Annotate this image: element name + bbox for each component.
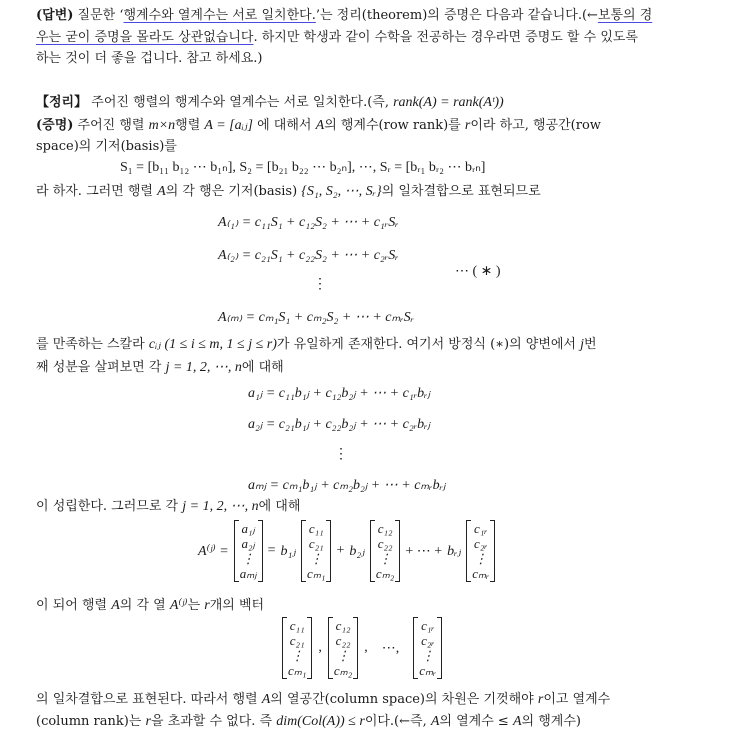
component-equation-1: a₁ⱼ = c₁₁b₁ⱼ + c₁₂b₂ⱼ + ⋯ + c₁ᵣbᵣⱼ (248, 386, 431, 401)
proof-text: 이라 하고, 행공간(row (470, 118, 601, 133)
coefficient: b₂ⱼ (349, 543, 365, 559)
matrix-entry: aₘⱼ (239, 566, 257, 581)
math-A: A (430, 714, 440, 729)
proof-line-2: space)의 기저(basis)를 (36, 139, 177, 154)
vertical-dots: ⋮ (313, 277, 327, 292)
math-r: r (537, 692, 544, 707)
quoted-theorem-link[interactable]: 행계수와 열계수는 서로 일치한다. (123, 8, 316, 23)
matrix-entry: c₂₁ (308, 536, 324, 551)
proof-text: 개의 벡터 (209, 598, 265, 613)
vector-entry: cₘ₁ (288, 663, 307, 678)
proof-line-4 (36, 337, 597, 353)
matrix-c-column-2 (370, 520, 400, 582)
proof-line-8 (36, 692, 610, 708)
answer-line-1 (36, 8, 652, 24)
proof-text: 의 일차결합으로 표현되므로 (381, 184, 541, 199)
proof-text: 의 행계수(row rank)를 (324, 118, 465, 133)
vector-r (413, 617, 442, 679)
vector-entry: ⋮ (421, 648, 435, 663)
proof-line-3 (36, 184, 541, 200)
proof-text: 이고 열계수 (543, 692, 611, 707)
math-A: A (512, 714, 522, 729)
comma: , (318, 640, 322, 655)
math-Aj: A⁽ʲ⁾ (169, 598, 188, 613)
matrix-entry: ⋮ (241, 551, 255, 566)
column-equation (198, 520, 495, 582)
math-r: r (145, 714, 151, 729)
proof-line-9 (36, 714, 581, 730)
proof-text: 의 각 행은 기저(basis) (165, 184, 302, 199)
proof-text: 번 (584, 337, 597, 352)
matrix-entry: c₂₂ (377, 536, 393, 551)
row-equation-1: A₍₁₎ = c₁₁S₁ + c₁₂S₂ + ⋯ + c₁ᵣSᵣ (218, 215, 399, 230)
matrix-entry: c₂ᵣ (474, 536, 488, 551)
coefficient: bᵣⱼ (447, 543, 462, 559)
theorem-statement (36, 95, 504, 111)
matrix-a-column (234, 520, 263, 582)
vector-entry: c₁ᵣ (421, 618, 435, 633)
vector-entry: ⋮ (290, 648, 304, 663)
math-range: (1 ≤ i ≤ m, 1 ≤ j ≤ r) (161, 337, 277, 352)
note-link[interactable]: 보통의 경 (597, 8, 653, 23)
vector-entry: c₂₂ (335, 633, 351, 648)
math-A: A (157, 184, 166, 199)
vector-entry: c₂ᵣ (421, 633, 435, 648)
math-j-range: j = 1, 2, ⋯, n (182, 499, 259, 514)
answer-label: (답변) (36, 8, 74, 23)
equals-sign: = (267, 543, 276, 558)
proof-text: 의 행계수) (521, 714, 581, 729)
math-Aj: A⁽ʲ⁾ = (198, 543, 229, 559)
proof-text: 의 일차결합으로 표현된다. 따라서 행렬 (36, 692, 262, 707)
proof-line-1 (36, 118, 601, 134)
proof-text: 는 (187, 598, 205, 613)
proof-text: 의 열계수 ≤ (439, 714, 513, 729)
proof-line-5 (36, 360, 284, 376)
matrix-entry: c₁₂ (377, 521, 393, 536)
matrix-entry: a₁ⱼ (241, 521, 255, 536)
plus-sign: + (336, 543, 345, 558)
answer-line-2 (36, 30, 638, 46)
math-A: A (315, 118, 325, 133)
proof-text: 에 대해 (258, 499, 301, 514)
math-A: A (111, 598, 120, 613)
matrix-entry: ⋮ (309, 551, 323, 566)
math-j: j (580, 337, 585, 352)
component-equation-2: a₂ⱼ = c₂₁b₁ⱼ + c₂₂b₂ⱼ + ⋯ + c₂ᵣbᵣⱼ (248, 417, 431, 432)
proof-text: 의 각 열 (119, 598, 170, 613)
matrix-entry: cₘ₁ (307, 566, 326, 581)
proof-text: 에 대해 (241, 360, 284, 375)
vector-entry: c₁₁ (289, 618, 305, 633)
proof-text: 을 초과할 수 없다. 즉 (150, 714, 277, 729)
proof-text: 이 되어 행렬 (36, 598, 112, 613)
proof-text: 를 만족하는 스칼라 (36, 337, 149, 352)
basis-equation: S₁ = [b₁₁ b₁₂ ⋯ b₁ₙ], S₂ = [b₂₁ b₂₂ ⋯ b₂ₙ], ⋯, Sᵣ = [bᵣ₁ bᵣ₂ ⋯ bᵣₙ] (120, 160, 486, 175)
matrix-c-column-r (466, 520, 495, 582)
proof-text: 째 성분을 살펴보면 각 (36, 360, 166, 375)
proof-text: 주어진 행렬 (73, 118, 149, 133)
proof-text: 에 대해서 (252, 118, 316, 133)
row-equation-2: A₍₂₎ = c₂₁S₁ + c₂₂S₂ + ⋯ + c₂ᵣSᵣ (218, 248, 399, 263)
component-equation-m: aₘⱼ = cₘ₁b₁ⱼ + cₘ₂b₂ⱼ + ⋯ + cₘᵣbᵣⱼ (248, 478, 446, 493)
answer-text: 질문한 ‘ (73, 8, 124, 23)
vector-2 (328, 617, 358, 679)
answer-line-3: 하는 것이 더 좋을 겁니다. 참고 하세요.) (36, 51, 263, 66)
matrix-entry: c₁₁ (308, 521, 324, 536)
math-mn: m×n (148, 118, 176, 133)
vector-1 (282, 617, 312, 679)
proof-text: 의 열공간(column space)의 차원은 기껏해야 (270, 692, 538, 707)
math-matrix-A: A = [aᵢⱼ] (204, 118, 253, 133)
math-j-range: j = 1, 2, ⋯, n (165, 360, 242, 375)
matrix-entry: cₘ₂ (375, 566, 395, 581)
plus-dots: + ⋯ + (405, 543, 443, 559)
answer-text: . 하지만 학생과 같이 수학을 전공하는 경우라면 증명도 할 수 있도록 (253, 30, 638, 45)
theorem-text: 주어진 행렬의 행계수와 열계수는 서로 일치한다.(즉, (87, 95, 394, 110)
answer-text: ’는 정리(theorem)의 증명은 다음과 같습니다.(← (315, 8, 598, 23)
matrix-entry: a₂ⱼ (241, 536, 255, 551)
theorem-label: 【정리】 (36, 95, 88, 110)
math-dim-col: dim(Col(A)) ≤ r (276, 714, 365, 729)
vector-entry: c₂₁ (289, 633, 305, 648)
coefficient: b₁ⱼ (280, 543, 297, 559)
vector-entry: c₁₂ (335, 618, 351, 633)
math-A: A (261, 692, 271, 707)
ellipsis: ⋯, (381, 640, 400, 656)
matrix-entry: ⋮ (474, 551, 488, 566)
comma: , (364, 640, 368, 655)
note-link-continued[interactable]: 우는 굳이 증명을 몰라도 상관없습니다 (36, 30, 254, 45)
vector-list (282, 617, 442, 679)
matrix-c-column-1 (301, 520, 331, 582)
matrix-entry: cₘᵣ (472, 566, 490, 581)
rank-formula: rank(A) = rank(Aᵗ)) (393, 95, 504, 110)
proof-line-6 (36, 499, 300, 515)
proof-text: 이다.(←즉, (364, 714, 431, 729)
math-r: r (464, 118, 471, 133)
row-equation-m: A₍ₘ₎ = cₘ₁S₁ + cₘ₂S₂ + ⋯ + cₘᵣSᵣ (218, 310, 415, 325)
proof-text: (column rank)는 (36, 714, 146, 729)
matrix-entry: ⋮ (378, 551, 392, 566)
proof-text: 이 성립한다. 그러므로 각 (36, 499, 183, 514)
vector-entry: cₘᵣ (419, 663, 437, 678)
proof-line-7 (36, 598, 264, 614)
proof-text: 가 유일하게 존재한다. 여기서 방정식 (∗)의 양변에서 (276, 337, 581, 352)
proof-text: 라 하자. 그러면 행렬 (36, 184, 158, 199)
matrix-entry: c₁ᵣ (474, 521, 488, 536)
math-cij: cᵢⱼ (148, 337, 162, 352)
vector-entry: ⋮ (336, 648, 350, 663)
vector-entry: cₘ₂ (333, 663, 353, 678)
proof-text: 행렬 (175, 118, 205, 133)
star-label: ⋯ ( ∗ ) (455, 264, 501, 279)
math-basis-set: {S₁, S₂, ⋯, Sᵣ} (301, 184, 382, 199)
math-r: r (204, 598, 210, 613)
vertical-dots: ⋮ (334, 447, 348, 462)
proof-label: (증명) (36, 118, 74, 133)
